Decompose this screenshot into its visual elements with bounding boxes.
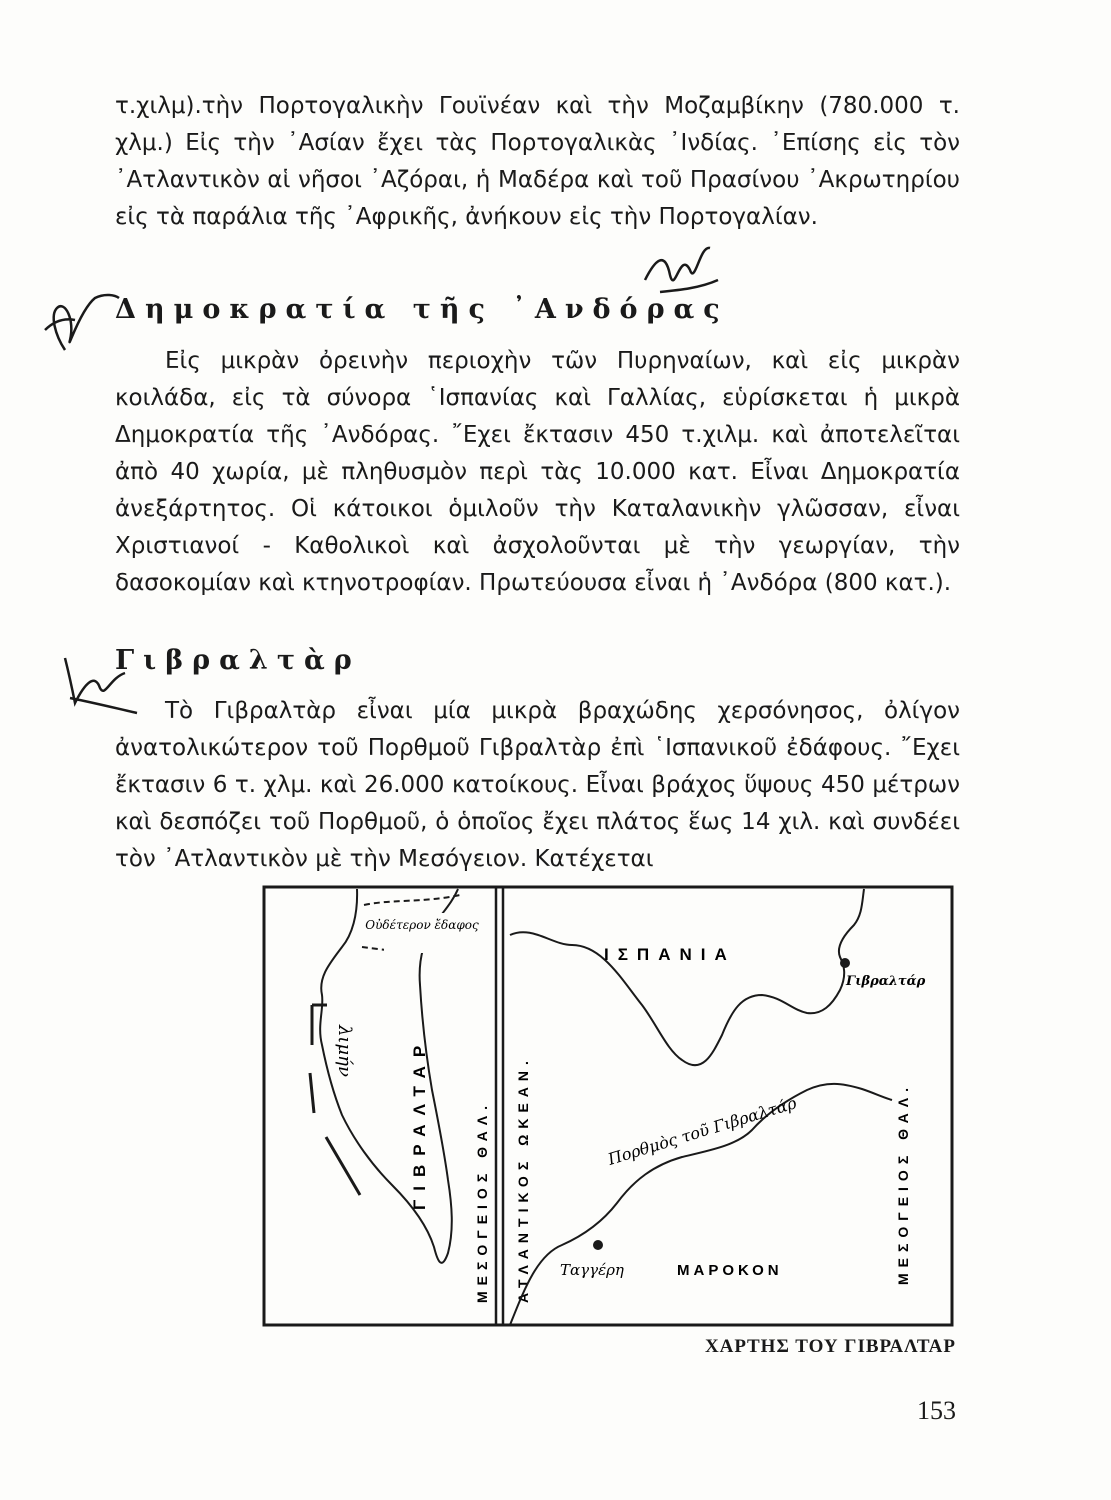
gibraltar-map (262, 885, 954, 1327)
map-caption: ΧΑΡΤΗΣ ΤΟΥ ΓΙΒΡΑΛΤΑΡ (704, 1336, 956, 1357)
strait-label: Πορθμὸς τοῦ Γιβραλτάρ (605, 1093, 799, 1169)
morocco-coastline (510, 1084, 892, 1325)
neutral-zone-label: Οὐδέτερον ἔδαφος (365, 918, 479, 932)
tangier-label: Ταγγέρη (560, 1261, 624, 1279)
handwritten-checkmark-icon (640, 240, 720, 300)
paragraph-gibraltar: Τὸ Γιβραλτὰρ εἶναι μία μικρὰ βραχώδης χερσόνησος, ὀλίγον ἀνατολικώτερον τοῦ Πορθμοῦ Γιβραλτὰρ ἐπὶ ῾Ισπανικοῦ ἐδάφους. ῎Εχει ἔκτασιν 6 τ. χλμ. καὶ 26.000 κατοίκους. Εἶναι βράχος ὕψους 450 μέτρων καὶ δεσπόζει τοῦ Πορθμοῦ, ὁ ὁποῖος ἔχει πλάτος ἕως 14 χιλ. καὶ συνδέει τὸν ᾿Ατλαντικὸν μὲ τὴν Μεσόγειον. Κατέχεται (115, 698, 960, 872)
page-number: 153 (917, 1396, 956, 1425)
gibraltar-city-dot (840, 958, 850, 968)
tangier-city-dot (593, 1240, 603, 1250)
left-sea-label: ΜΕΣΟΓΕΙΟΣ ΘΑΛ. (474, 1100, 490, 1303)
spain-coastline (510, 889, 864, 1065)
morocco-label: ΜΑΡΟΚΟΝ (677, 1262, 783, 1279)
handwritten-scribble-icon (35, 290, 120, 360)
right-sea-label: ΜΕΣΟΓΕΙΟΣ ΘΑΛ. (895, 1082, 911, 1285)
paragraph-andorra: Εἰς μικρὰν ὀρεινὴν περιοχὴν τῶν Πυρηναίων, καὶ εἰς μικρὰν κοιλάδα, εἰς τὰ σύνορα ῾Ισπανίας καὶ Γαλλίας, εὑρίσκεται ἡ μικρὰ Δημοκρατία τῆς ᾿Ανδόρας. ῎Εχει ἔκτασιν 450 τ.χιλμ. καὶ ἀποτελεῖται ἀπὸ 40 χωρία, μὲ πληθυσμὸν περὶ τὰς 10.000 κατ. Εἶναι Δημοκρατία ἀνεξάρτητος. Οἱ κάτοικοι ὁμιλοῦν τὴν Καταλανικὴν γλῶσσαν, εἶναι Χριστιανοί - Καθολικοὶ καὶ ἀσχολοῦνται μὲ τὴν γεωργίαν, τὴν δασοκομίαν καὶ κτηνοτροφίαν. Πρωτεύουσα εἶναι ἡ ᾿Ανδόρα (800 κατ.). (115, 348, 960, 596)
peninsula-label: ΓΙΒΡΑΛΤΑΡ (410, 1036, 429, 1210)
harbor-label: λιμήν (334, 1025, 355, 1077)
heading-gibraltar: Γιβραλτὰρ (115, 645, 361, 676)
heading-andorra: Δημοκρατία τῆς ᾿Ανδόρας (115, 294, 729, 325)
spain-label: ΙΣΠΑΝΙΑ (604, 945, 736, 964)
ocean-label: ΑΤΛΑΝΤΙΚΟΣ ΩΚΕΑΝ. (515, 1055, 531, 1303)
gibraltar-map-label: Γιβραλτάρ (846, 974, 926, 989)
paragraph-portugal-colonies: τ.χιλμ).τὴν Πορτογαλικὴν Γουϊνέαν καὶ τὴν Μοζαμβίκην (780.000 τ. χλμ.) Εἰς τὴν ᾿Ασίαν ἔχει τὰς Πορτογαλικὰς ᾿Ινδίας. ᾿Επίσης εἰς τὸν ᾿Ατλαντικὸν αἱ νῆσοι ᾿Αζόραι, ἡ Μαδέρα καὶ τοῦ Πρασίνου ᾿Ακρωτηρίου εἰς τὰ παράλια τῆς ᾿Αφρικῆς, ἀνήκουν εἰς τὴν Πορτογαλίαν. (115, 93, 960, 230)
